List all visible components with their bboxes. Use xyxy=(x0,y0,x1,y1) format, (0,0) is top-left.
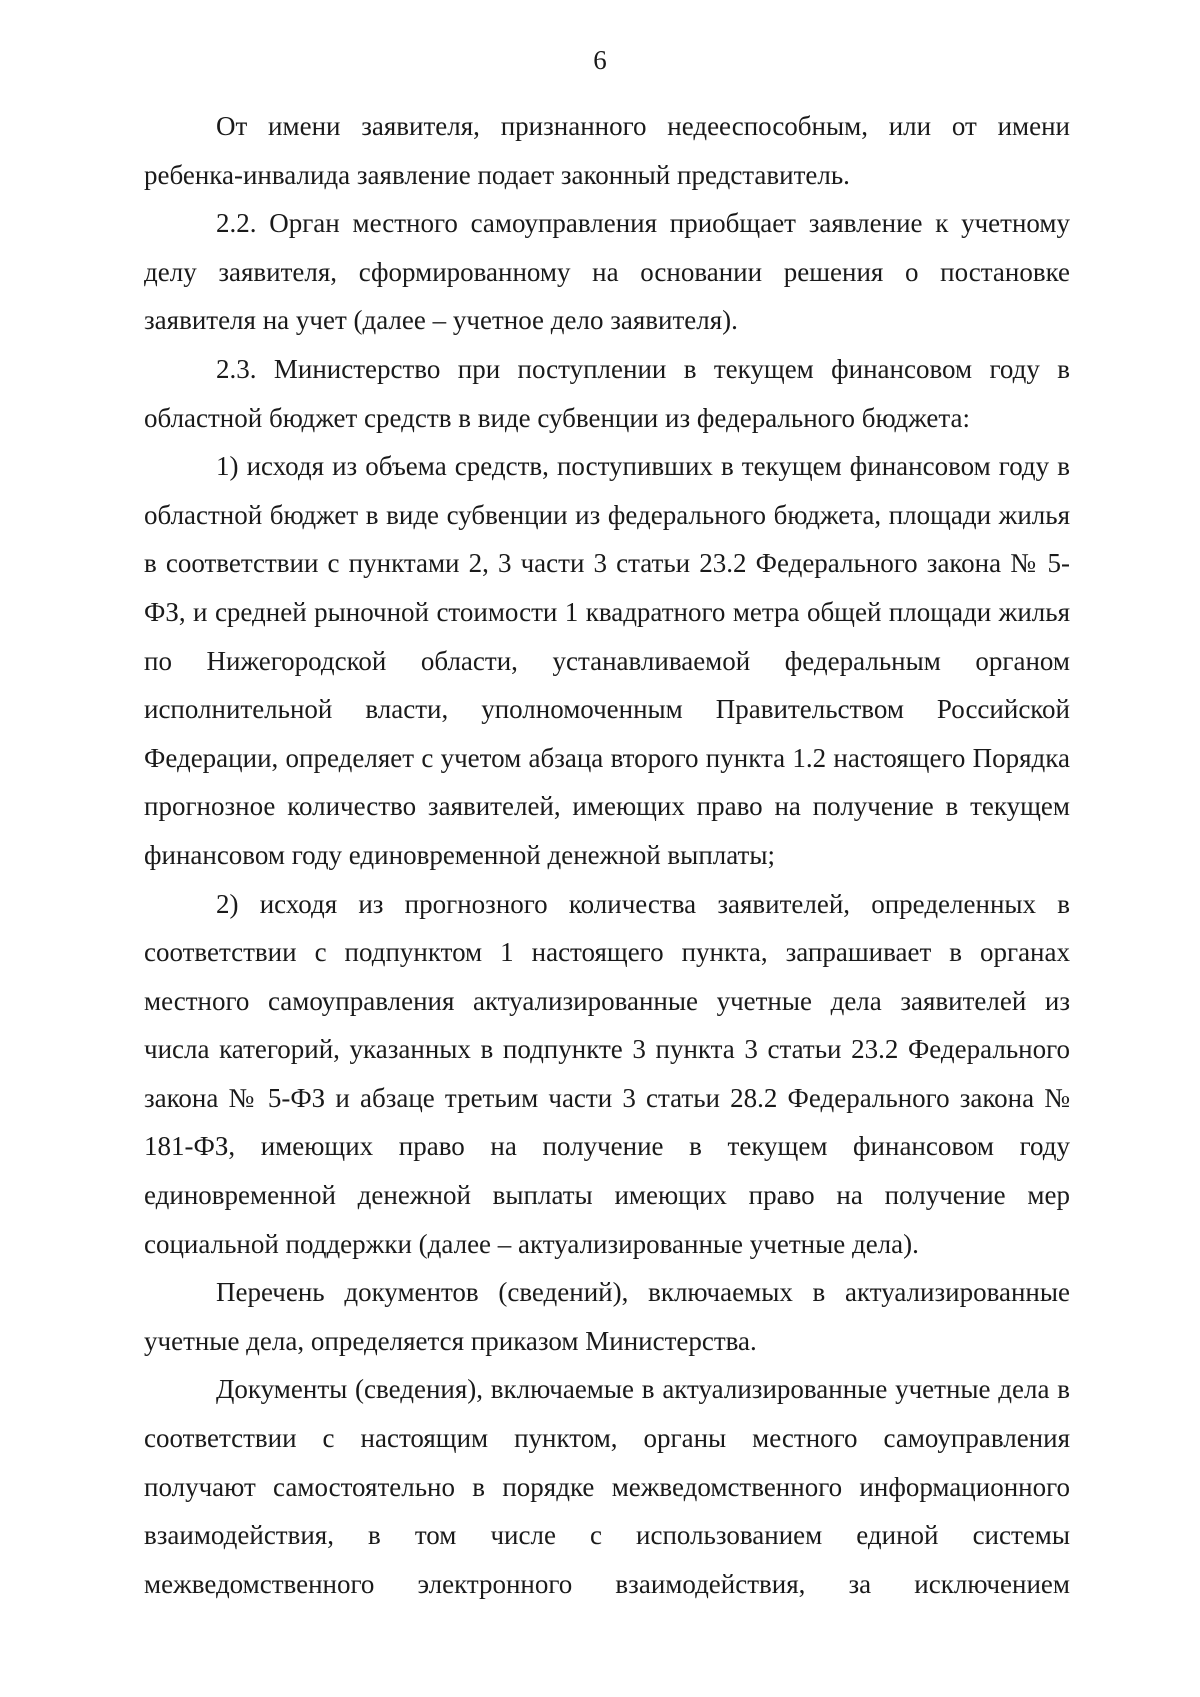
paragraph-2-2: 2.2. Орган местного самоуправления приобщает заявление к учетному делу заявителя, сформированному на основании решения о постановке заявителя на учет (далее – учетное дело заявителя). xyxy=(144,208,1070,336)
paragraph-2-3: 2.3. Министерство при поступлении в текущем финансовом году в областной бюджет средств в виде субвенции из федерального бюджета: xyxy=(144,353,1070,433)
page-number: 6 xyxy=(593,45,607,75)
paragraph-representative: От имени заявителя, признанного недееспособным, или от имени ребенка-инвалида заявление подает законный представитель. xyxy=(144,111,1070,190)
paragraph-2-3-item-2: 2) исходя из прогнозного количества заявителей, определенных в соответствии с подпунктом 1 настоящего пункта, запрашивает в органах местного самоуправления актуализированные учетные дела заявителей из числа категорий, указанных в подпункте 3 пункта 3 статьи 23.2 Федерального закона № 5-ФЗ и абзаце третьим части 3 статьи 28.2 Федерального закона № 181-ФЗ, имеющих право на получение в текущем финансовом году единовременной денежной выплаты имеющих право на получение мер социальной поддержки (далее – актуализированные учетные дела). xyxy=(144,888,1070,1259)
document-body xyxy=(144,102,1070,1608)
paragraph-documents-interagency: Документы (сведения), включаемые в актуализированные учетные дела в соответствии с настоящим пунктом, органы местного самоуправления получают самостоятельно в порядке межведомственного информационного взаимодействия, в том числе с использованием единой системы межведомственного электронного взаимодействия, за исключением xyxy=(144,1374,1070,1599)
paragraph-documents-list: Перечень документов (сведений), включаемых в актуализированные учетные дела, определяется приказом Министерства. xyxy=(144,1277,1070,1356)
paragraph-2-3-item-1: 1) исходя из объема средств, поступивших в текущем финансовом году в областной бюджет в виде субвенции из федерального бюджета, площади жилья в соответствии с пунктами 2, 3 части 3 статьи 23.2 Федерального закона № 5-ФЗ, и средней рыночной стоимости 1 квадратного метра общей площади жилья по Нижегородской области, устанавливаемой федеральным органом исполнительной власти, уполномоченным Правительством Российской Федерации, определяет с учетом абзаца второго пункта 1.2 настоящего Порядка прогнозное количество заявителей, имеющих право на получение в текущем финансовом году единовременной денежной выплаты; xyxy=(144,451,1070,870)
